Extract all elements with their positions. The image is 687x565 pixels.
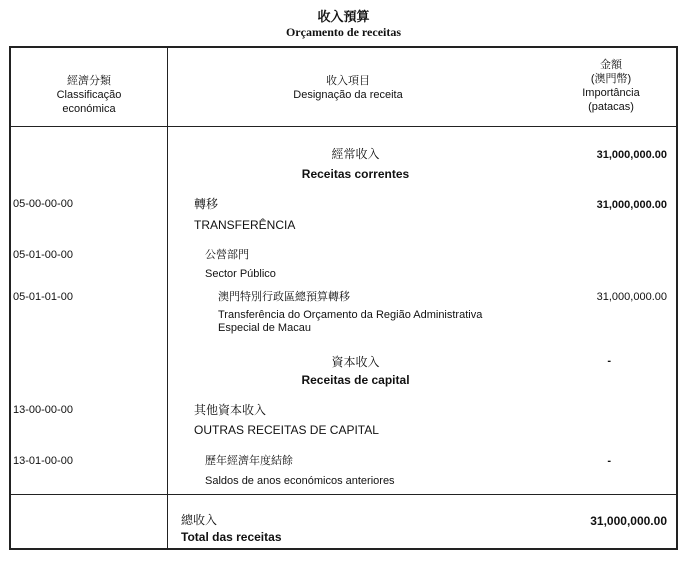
capital-revenue-amount: - — [607, 355, 611, 367]
total-divider — [11, 494, 676, 495]
total-amount: 31,000,000.00 — [590, 514, 667, 528]
transfer-pt: TRANSFERÊNCIA — [194, 218, 296, 232]
total-zh: 總收入 — [181, 513, 218, 527]
header-divider — [11, 126, 676, 127]
public-sector-pt: Sector Público — [205, 268, 276, 280]
header-amount: 金額 (澳門幣) Importância (patacas) — [582, 59, 640, 113]
macau-transfer-pt-line1: Transferência do Orçamento da Região Administrativa — [218, 309, 483, 321]
column-divider-1 — [167, 48, 168, 548]
macau-transfer-code: 05-01-01-00 — [13, 291, 73, 303]
previous-balances-amount: - — [607, 455, 611, 467]
macau-transfer-zh: 澳門特別行政區總預算轉移 — [218, 291, 350, 303]
header-classification: 經濟分類 Classificação económica — [56, 75, 122, 115]
public-sector-zh: 公營部門 — [205, 249, 249, 261]
public-sector-code: 05-01-00-00 — [13, 249, 73, 261]
previous-balances-zh: 歷年經濟年度結餘 — [205, 455, 293, 467]
transfer-amount: 31,000,000.00 — [596, 199, 667, 211]
capital-revenue-zh: 資本收入 — [331, 355, 380, 369]
other-capital-code: 13-00-00-00 — [13, 404, 73, 416]
other-capital-zh: 其他資本收入 — [194, 403, 267, 417]
title-portuguese: Orçamento de receitas — [285, 25, 402, 39]
current-revenue-pt: Receitas correntes — [301, 167, 410, 181]
current-revenue-zh: 經常收入 — [331, 147, 380, 161]
other-capital-pt: OUTRAS RECEITAS DE CAPITAL — [194, 423, 379, 437]
total-pt: Total das receitas — [181, 530, 282, 544]
macau-transfer-pt-line2: Especial de Macau — [218, 322, 311, 334]
title-chinese: 收入預算 — [317, 9, 370, 24]
revenue-budget-table — [9, 46, 678, 550]
transfer-code: 05-00-00-00 — [13, 198, 73, 210]
previous-balances-code: 13-01-00-00 — [13, 455, 73, 467]
transfer-zh: 轉移 — [194, 197, 219, 211]
previous-balances-pt: Saldos de anos económicos anteriores — [205, 475, 395, 487]
macau-transfer-amount: 31,000,000.00 — [596, 291, 667, 303]
header-designation: 收入項目 Designação da receita — [293, 75, 403, 101]
capital-revenue-pt: Receitas de capital — [301, 373, 410, 387]
current-revenue-amount: 31,000,000.00 — [596, 149, 667, 161]
